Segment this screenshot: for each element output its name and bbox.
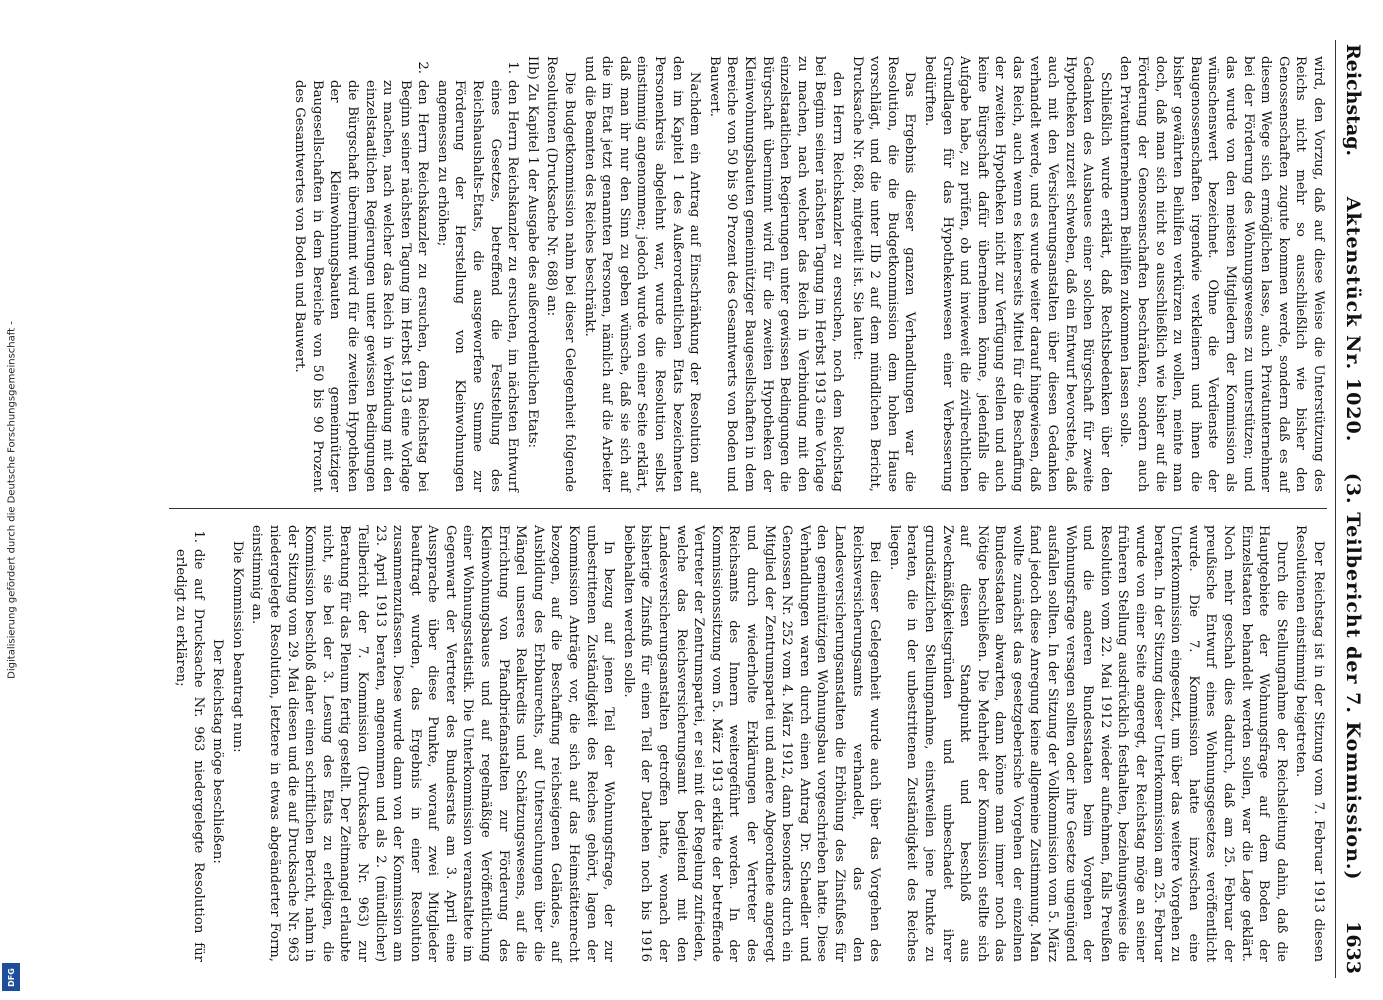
list-number: 1. xyxy=(190,530,206,543)
paragraph: wird, den Vorzug, daß auf diese Weise die Unterstützung des Reichs nicht mehr so ausschließlich wie bisher den Genossenschaften zugute kommen werde, sondern daß es auf diesem Wege sich ermöglichen lasse, auch Privatunternehmer bei der Förderung des Wohnungswesens zu unterstützen; und das wurde von den meisten Mitgliedern der Kommission als wünschenswert bezeichnet. Ohne die Verdienste der Baugenossenschaften irgendwie verkleinern und ihnen die bisher gewährten Beihilfen verkürzen zu wollen, meinte man doch, daß man sich nicht so ausschließlich wie bisher auf die Förderung der Genossenschaften beschränken, sondern auch den Privatunternehmern Beihilfen zukommen lassen solle. xyxy=(1117,56,1326,492)
sub-heading: IIb) Zu Kapitel 1 der Ausgabe des außerordentlichen Etats: xyxy=(524,56,540,448)
header-document-number: Aktenstück Nr. 1020. xyxy=(1342,196,1364,443)
paragraph: Durch die Stellungnahme der Reichsleitung dahin, daß die Hauptgebiete der Wohnungsfrage auf dem Boden der Einzelstaaten behandelt werden sollen, war die Lage geklärt. Noch mehr geschah dies dadurch, daß am 25. Februar der preußische Entwurf eines Wohnungsgesetzes veröffentlicht wurde. Die 7. Kommission hatte inzwischen eine Unterkommission eingesetzt, um über das weitere Vorgehen zu beraten. In der Sitzung dieser Unterkommission am 25. Februar wurde von einer Seite angeregt, der Reichstag möge an seiner früheren Stellung ausdrücklich festhalten, beziehungsweise die Resolution vom 22. Mai 1912 wieder aufnehmen, falls Preußen und die anderen Bundesstaaten beim Vorgehen der Wohnungsfrage versagen sollten oder ihre Gesetze ungenügend ausfallen sollten. In der Sitzung der Vollkommission vom 5. März fand jedoch diese Anregung keine allgemeine Zustimmung. Man wollte zunächst das gesetzgeberische Vorgehen der einzelnen Bundesstaaten abwarten, dann könne man immer noch das Nötige beschließen. Die Mehrheit der Kommission stellte sich auf diesen Standpunkt und beschloß aus Zweckmäßigkeitsgründen und unbeschadet ihrer grundsätzlichen Stellungnahme, einstweilen jene Punkte zu beraten, die in der unbestrittenen Zuständigkeit des Reiches liegen. xyxy=(886,525,1289,962)
list-text: den Herrn Reichskanzler zu ersuchen, dem Reichstag bei Beginn seiner nächsten Tagung im Herbst 1913 eine Vorlage zu machen, nach welcher das Reich in Verbindung mit den einzelstaatlichen Regierungen unter gewissen Bedingungen die Bürgschaft übernimmt wird für die zweiten Hypotheken der Kleinwohnungsbauten gemeinnütziger Baugesellschaften in dem Bereiche von 50 bis 90 Prozent des Gesamtwertes von Boden und Bauwert. xyxy=(292,80,431,492)
paragraph: Die Budgetkommission nahm bei dieser Gelegenheit folgende Resolutionen (Drucksache Nr. 688) an: xyxy=(544,56,578,492)
paragraph: Schließlich wurde erklärt, daß Rechtsbedenken über den Gedanken des Ausbaues einer solchen Bürgschaft für zweite Hypotheken zurzeit schweben, daß ein Entwurf bevorstehe, daß auch mit den Versicherungsanstalten über diesen Gedanken verhandelt werde, und es wurde weiter darauf hingewiesen, daß das Reich, auch wenn es keinerseits Mittel für die Beschaffung der zweiten Hypotheken nicht zur Verfügung stellen und auch keine Bürgschaft dafür übernehmen könne, jedenfalls die Aufgabe habe, zu prüfen, ob und inwieweit die zivilrechtlichen Grundlagen für das Hypothekenwesen einer Verbesserung bedürften. xyxy=(921,56,1113,492)
list-text: den Herrn Reichskanzler zu ersuchen, im nächsten Entwurf eines Gesetzes, betreffend die Feststellung des Reichshaushalts-Etats, die ausgeworfene Summe zur Förderung der Herstellung von Kleinwohnungen angemessen zu erhöhen; xyxy=(434,80,521,492)
paragraph: Das Ergebnis dieser ganzen Verhandlungen war die Resolution, die die Budgetkommission dem hohen Hause vorschlägt, und die unter IIb 2 auf dem mündlichen Bericht, Drucksache Nr. 688, mitgeteilt ist. Sie lautet: xyxy=(849,56,918,492)
paragraph: Bei dieser Gelegenheit wurde auch über das Vorgehen des Reichsversicherungsamts verhandelt, das den Landesversicherungsanstalten die Erhöhung des Zinsfußes für den gemeinnützigen Wohnungsbau vorgeschrieben hatte. Diese Verhandlungen waren durch einen Antrag Dr. Schaedler und Genossen Nr. 252 vom 4. März 1912, dann besonders durch ein Mitglied der Zentrumspartei und andere Abgeordnete angeregt und durch wiederholte Erklärungen der Vertreter des Reichsamts des Innern weitergeführt worden. In der Kommissionssitzung vom 5. März 1913 erklärte der betreffende Vertreter der Zentrumspartei, er sei mit der Regelung zufrieden, welche das Reichsversicherungsamt begleitend mit den Landesversicherungsanstalten getroffen hatte, wonach der bisherige Zinsfuß für einen Teil der Darlehen noch bis 1916 beibehalten werden solle. xyxy=(620,525,883,962)
dfg-logo-label: DFG xyxy=(6,967,16,987)
header-left: Reichstag. xyxy=(1342,44,1364,157)
document-page xyxy=(26,0,1376,1000)
right-column xyxy=(169,509,1327,978)
paragraph: In bezug auf jenen Teil der Wohnungsfrage, der zur unbestrittenen Zuständigkeit des Reiches gehört, lagen der Kommission Anträge vor, die sich auf das Heimstättenrecht bezogen, auf die Beschaffung reichseigenen Geländes, auf Ausbildung des Erbbaurechts, auf Untersuchungen über die Mängel unseres Realkredits und Schätzungswesens, auf die Errichtung von Pfandbriefanstalten zur Förderung des Kleinwohnungsbaues und auf regelmäßige Veröffentlichung einer Wohnungsstatistik. Die Unterkommission veranstaltete im Gegenwart der Vertreter des Bundesrats am 3. April eine Aussprache über diese Punkte, worauf zwei Mitglieder beauftragt wurden, das Ergebnis in einer Resolution zusammenzufassen. Diese wurde dann von der Kommission am 23. April 1913 beraten, angenommen und als 2. (mündlicher) Teilbericht der 7. Kommission (Drucksache Nr. 963) zur Beratung für das Plenum fertig gestellt. Der Zeitmangel erlaubte nicht, sie bei der 3. Lesung des Etats zu erledigen, die Kommission beschloß daher einen schriftlichen Bericht, nahm in der Sitzung vom 29. Mai diesen und die auf Drucksache Nr. 963 niedergelegte Resolution, letztere in etwas abgeänderter Form, einstimmig an. xyxy=(249,525,617,962)
paragraph: Der Reichstag ist in der Sitzung vom 7. Februar 1913 diesen Resolutionen einstimmig beigetreten. xyxy=(1293,525,1326,962)
page-number: 1633 xyxy=(1342,921,1364,974)
list-number: 2. xyxy=(415,61,431,74)
dfg-logo xyxy=(2,963,20,991)
list-item xyxy=(433,56,521,492)
paragraph: Nachdem ein Antrag auf Einschränkung der Resolution auf den im Kapitel 1 des Außerordentlichen Etats bezeichneten Personenkreis abgelehnt war, wurde die Resolution selbst einstimmig angenommen; jedoch wurde von einer Seite erklärt, daß man ihr nur den Sinn zu geben wünsche, daß sie sich auf die im Etat jetzt genannten Personen, nämlich auf die Arbeiter und die Beamten des Reiches beschränkt. xyxy=(581,56,703,492)
header-report-title: (3. Teilbericht der 7. Kommission.) xyxy=(1342,472,1364,881)
digitization-credit-strip xyxy=(0,0,24,1000)
text-columns xyxy=(169,40,1327,978)
motion-line: Der Reichstag möge beschließen: xyxy=(210,638,226,864)
paragraph: Die Kommission beantragt nun: xyxy=(229,540,245,753)
list-number: 1. xyxy=(505,61,521,74)
header-center xyxy=(1342,156,1364,921)
left-column xyxy=(169,40,1327,509)
list-item xyxy=(171,525,206,962)
list-item xyxy=(291,56,432,492)
digitization-credit-text: Digitalisierung gefördert durch die Deutsche Forschungsgemeinschaft - xyxy=(6,321,18,679)
scanned-page-viewport xyxy=(26,0,1383,1000)
quoted-resolution: den Herrn Reichskanzler zu ersuchen, noch dem Reichstag bei Beginn seiner nächsten Tagung im Herbst 1913 eine Vorlage zu machen, nach welcher das Reich in Verbindung mit den einzelstaatlichen Regierungen unter gewissen Bedingungen die Bürgschaft übernimmt wird für die zweiten Hypotheken der Kleinwohnungsbauten gemeinnütziger Baugesellschaften in dem Bereiche von 50 bis 90 Prozent des Gesamtwerts von Boden und Bauwert. xyxy=(706,56,845,492)
list-text: die auf Drucksache Nr. 963 niedergelegte Resolution für erledigt zu erklären; xyxy=(173,549,206,962)
page-header xyxy=(1335,40,1366,978)
